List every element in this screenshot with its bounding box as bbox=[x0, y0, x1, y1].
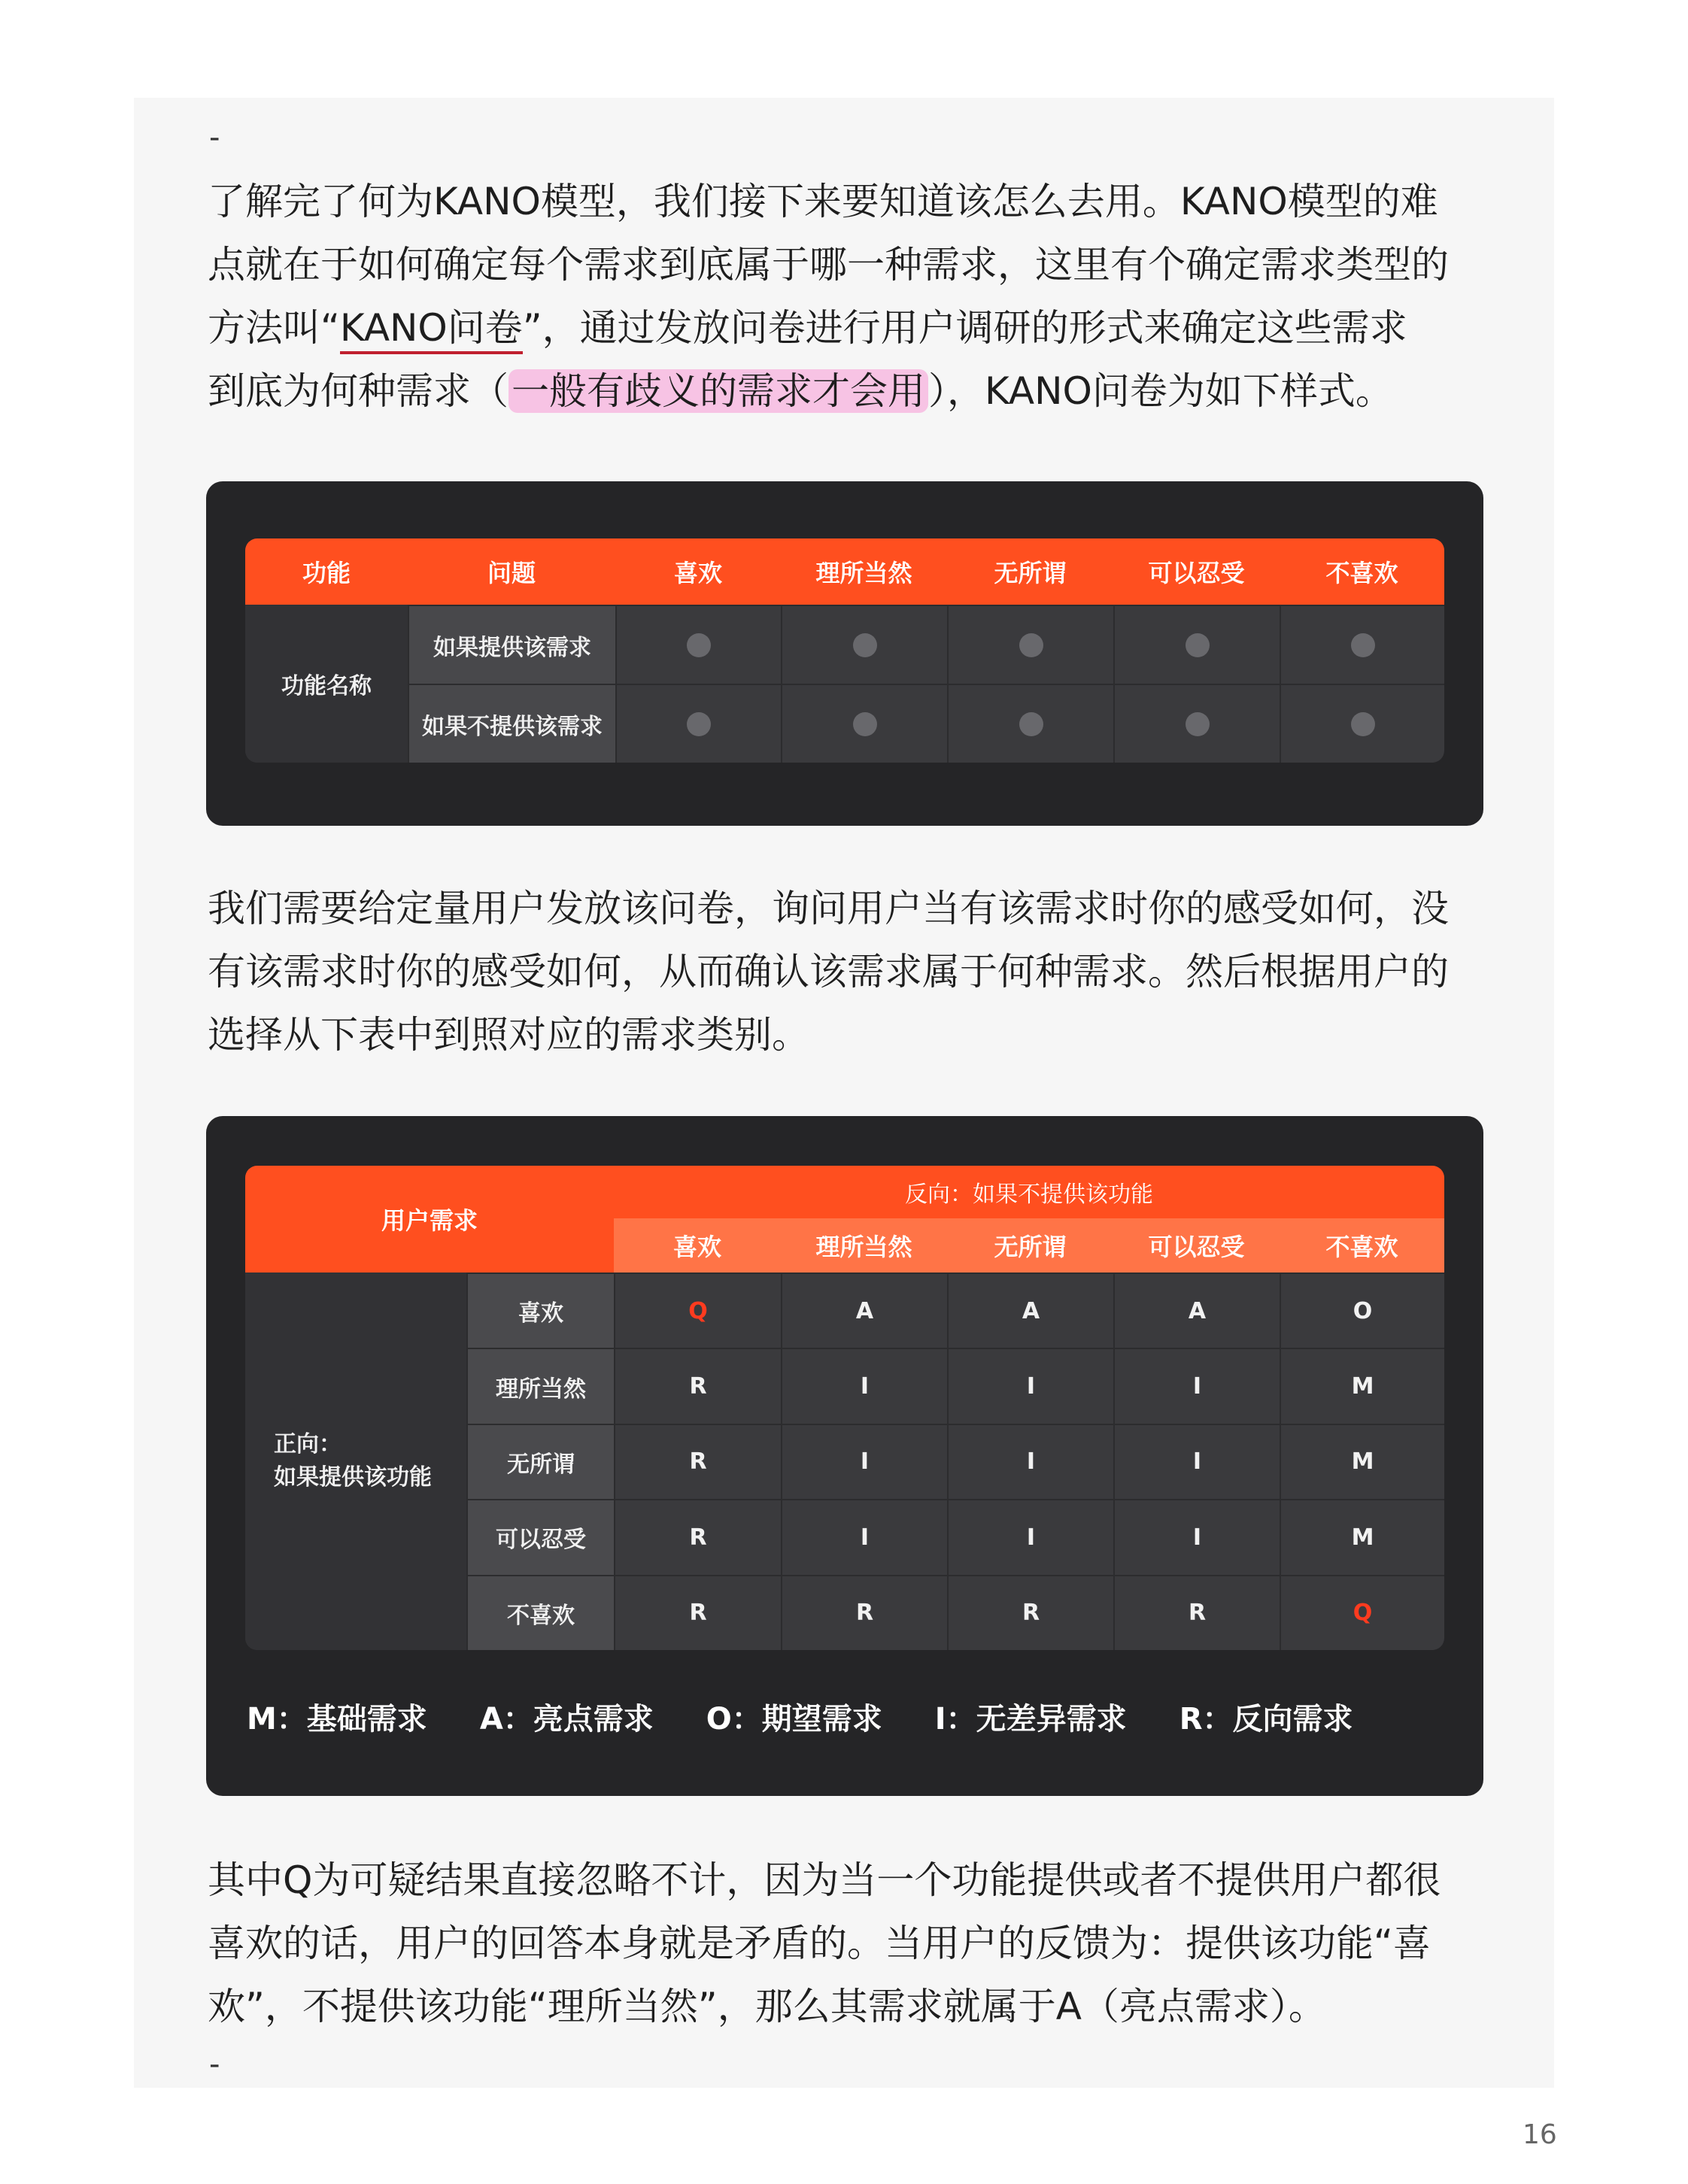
table2-result-cell: I bbox=[781, 1348, 947, 1423]
table2-result-cell: R bbox=[947, 1575, 1113, 1650]
table2-result-cell: R bbox=[781, 1575, 947, 1650]
radio-dot-icon[interactable] bbox=[1019, 712, 1043, 736]
table1-header-must-be: 理所当然 bbox=[781, 538, 947, 605]
radio-dot-icon[interactable] bbox=[853, 633, 877, 657]
radio-dot-icon[interactable] bbox=[1186, 633, 1210, 657]
table2-user-need-header: 用户需求 bbox=[245, 1166, 614, 1272]
table1-row-provide bbox=[408, 605, 1444, 684]
intro-line-4a: 到底为何种需求（ bbox=[208, 369, 509, 413]
table2-row bbox=[466, 1348, 1444, 1423]
radio-dot-icon[interactable] bbox=[1186, 712, 1210, 736]
radio-dot-icon[interactable] bbox=[687, 633, 711, 657]
survey-line-1: 我们需要给定量用户发放该问卷，询问用户当有该需求时你的感受如何，没 bbox=[208, 887, 1449, 930]
conclusion-line-3: 欢”，不提供该功能“理所当然”，那么其需求就属于A（亮点需求）。 bbox=[208, 1985, 1326, 2028]
radio-dot-icon[interactable] bbox=[1351, 712, 1375, 736]
table2-result-cell: O bbox=[1280, 1272, 1444, 1348]
kano-questionnaire-table bbox=[245, 538, 1444, 763]
intro-line-3a: 方法叫“ bbox=[208, 306, 340, 350]
table1-header-question: 问题 bbox=[408, 538, 615, 605]
table2-row bbox=[466, 1575, 1444, 1650]
survey-line-2: 有该需求时你的感受如何，从而确认该需求属于何种需求。然后根据用户的 bbox=[208, 950, 1449, 993]
table2-row-label: 可以忍受 bbox=[466, 1499, 614, 1574]
table2-column-header-row bbox=[614, 1218, 1444, 1272]
table2-reverse-header: 反向：如果不提供该功能 bbox=[614, 1166, 1444, 1218]
table1-header-dislike: 不喜欢 bbox=[1280, 538, 1444, 605]
conclusion-line-2: 喜欢的话，用户的回答本身就是矛盾的。当用户的反馈为：提供该功能“喜 bbox=[208, 1922, 1431, 1965]
table2-row-label: 喜欢 bbox=[466, 1272, 614, 1348]
intro-line-1: 了解完了何为KANO模型，我们接下来要知道该怎么去用。KANO模型的难 bbox=[208, 180, 1438, 223]
table2-col-live-with: 可以忍受 bbox=[1113, 1218, 1280, 1272]
legend-r: R：反向需求 bbox=[1179, 1702, 1353, 1737]
kano-questionnaire-underline: KANO问卷 bbox=[340, 306, 523, 354]
radio-dot-icon[interactable] bbox=[1351, 633, 1375, 657]
table2-result-cell: R bbox=[614, 1348, 781, 1423]
table2-result-cell: I bbox=[1113, 1424, 1280, 1499]
table1-option-like[interactable] bbox=[615, 684, 781, 763]
table2-result-cell: M bbox=[1280, 1499, 1444, 1574]
table2-result-cell: M bbox=[1280, 1348, 1444, 1423]
table2-result-cell: I bbox=[947, 1424, 1113, 1499]
table2-row bbox=[466, 1272, 1444, 1348]
table2-result-cell: I bbox=[947, 1499, 1113, 1574]
table2-legend bbox=[247, 1695, 1353, 1738]
table2-col-like: 喜欢 bbox=[614, 1218, 781, 1272]
table1-question-not-provide: 如果不提供该需求 bbox=[408, 684, 615, 763]
table2-result-cell: A bbox=[1113, 1272, 1280, 1348]
table2-result-cell: I bbox=[947, 1348, 1113, 1423]
table1-question-provide: 如果提供该需求 bbox=[408, 605, 615, 684]
table1-option-neutral[interactable] bbox=[947, 684, 1113, 763]
table1-option-must-be[interactable] bbox=[781, 684, 947, 763]
table1-option-dislike[interactable] bbox=[1280, 684, 1444, 763]
table1-header-live-with: 可以忍受 bbox=[1113, 538, 1280, 605]
conclusion-paragraph bbox=[208, 1849, 1494, 2038]
kano-evaluation-card bbox=[206, 1116, 1483, 1796]
bottom-dash: - bbox=[209, 2047, 220, 2082]
survey-line-3: 选择从下表中到照对应的需求类别。 bbox=[208, 1013, 809, 1057]
table2-result-cell: R bbox=[614, 1499, 781, 1574]
table1-row-not-provide bbox=[408, 684, 1444, 763]
kano-questionnaire-card bbox=[206, 481, 1483, 826]
intro-paragraph bbox=[208, 170, 1494, 423]
intro-line-4 bbox=[208, 359, 1494, 423]
intro-line-2: 点就在于如何确定每个需求到底属于哪一种需求，这里有个确定需求类型的 bbox=[208, 243, 1449, 287]
table2-result-cell: I bbox=[1113, 1499, 1280, 1574]
table1-option-live-with[interactable] bbox=[1113, 684, 1280, 763]
table2-forward-label bbox=[245, 1272, 466, 1650]
table1-option-live-with[interactable] bbox=[1113, 605, 1280, 684]
intro-line-4b: ），KANO问卷为如下样式。 bbox=[928, 369, 1393, 413]
table1-option-dislike[interactable] bbox=[1280, 605, 1444, 684]
conclusion-line-1: 其中Q为可疑结果直接忽略不计，因为当一个功能提供或者不提供用户都很 bbox=[208, 1858, 1441, 1902]
legend-a: A：亮点需求 bbox=[479, 1702, 654, 1737]
table1-header-neutral: 无所谓 bbox=[947, 538, 1113, 605]
table2-result-cell: M bbox=[1280, 1424, 1444, 1499]
table2-forward-line-1: 正向： bbox=[274, 1431, 342, 1458]
table1-option-must-be[interactable] bbox=[781, 605, 947, 684]
table2-row-label: 无所谓 bbox=[466, 1424, 614, 1499]
table2-row-label: 理所当然 bbox=[466, 1348, 614, 1423]
radio-dot-icon[interactable] bbox=[1019, 633, 1043, 657]
table2-result-cell: R bbox=[614, 1575, 781, 1650]
table2-col-must-be: 理所当然 bbox=[781, 1218, 947, 1272]
radio-dot-icon[interactable] bbox=[687, 712, 711, 736]
table2-row bbox=[466, 1499, 1444, 1574]
table2-result-cell: I bbox=[781, 1424, 947, 1499]
table2-result-cell: I bbox=[1113, 1348, 1280, 1423]
table1-header-feature: 功能 bbox=[245, 538, 408, 605]
table2-forward-line-2: 如果提供该功能 bbox=[274, 1464, 432, 1491]
table2-body bbox=[466, 1272, 1444, 1650]
legend-m: M：基础需求 bbox=[247, 1702, 427, 1737]
legend-o: O：期望需求 bbox=[706, 1702, 882, 1737]
table2-result-cell: Q bbox=[614, 1272, 781, 1348]
table2-col-dislike: 不喜欢 bbox=[1280, 1218, 1444, 1272]
highlight-note: 一般有歧义的需求才会用 bbox=[509, 369, 928, 413]
table2-result-cell: R bbox=[614, 1424, 781, 1499]
radio-dot-icon[interactable] bbox=[853, 712, 877, 736]
table2-result-cell: A bbox=[781, 1272, 947, 1348]
kano-evaluation-table bbox=[245, 1166, 1444, 1650]
table2-row bbox=[466, 1424, 1444, 1499]
intro-line-3b: ”，通过发放问卷进行用户调研的形式来确定这些需求 bbox=[522, 306, 1407, 350]
table2-result-cell: I bbox=[781, 1499, 947, 1574]
table1-feature-name: 功能名称 bbox=[245, 605, 408, 763]
table2-result-cell: A bbox=[947, 1272, 1113, 1348]
top-dash: - bbox=[209, 120, 220, 155]
table1-header-like: 喜欢 bbox=[615, 538, 781, 605]
survey-paragraph bbox=[208, 877, 1494, 1066]
table2-result-cell: R bbox=[1113, 1575, 1280, 1650]
table2-col-neutral: 无所谓 bbox=[947, 1218, 1113, 1272]
table2-result-cell: Q bbox=[1280, 1575, 1444, 1650]
table2-row-label: 不喜欢 bbox=[466, 1575, 614, 1650]
table1-option-neutral[interactable] bbox=[947, 605, 1113, 684]
table1-header-row bbox=[245, 538, 1444, 605]
legend-i: I：无差异需求 bbox=[934, 1702, 1127, 1737]
table1-option-like[interactable] bbox=[615, 605, 781, 684]
page-number: 16 bbox=[1523, 2119, 1557, 2150]
intro-line-3 bbox=[208, 296, 1494, 359]
